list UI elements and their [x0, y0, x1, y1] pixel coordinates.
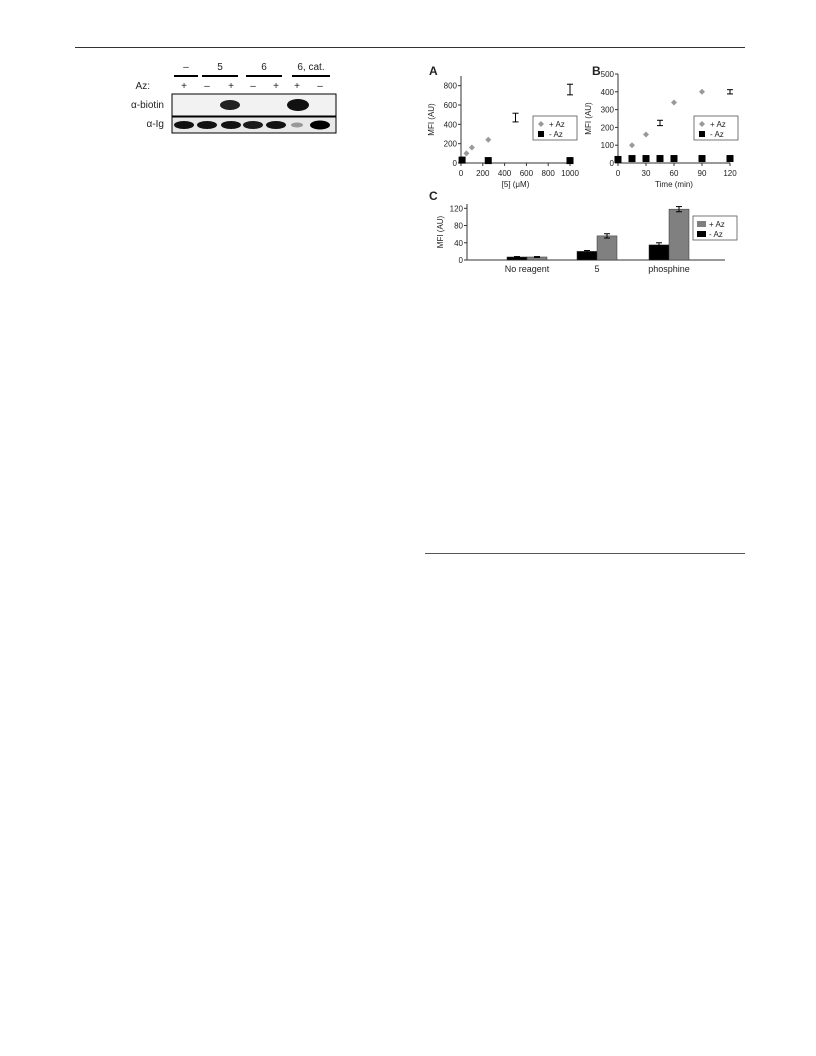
az-row-label: Az: [135, 81, 150, 92]
chart-panel-b [584, 60, 748, 189]
panel-label: C [429, 189, 438, 203]
chart-panel-c [425, 184, 745, 276]
x-tick-label: 0 [615, 169, 621, 178]
legend-label: - Az [710, 130, 724, 139]
data-point [469, 145, 475, 151]
y-axis-label: MFI (AU) [436, 215, 445, 249]
y-tick-label: 400 [443, 120, 457, 130]
blot-group-bar [174, 75, 198, 77]
data-point [671, 155, 678, 162]
y-tick-label: 0 [452, 159, 457, 168]
strip-label-ig: α-Ig [146, 119, 164, 130]
y-tick-label: 600 [443, 101, 457, 110]
blot-group-label: 6 [261, 62, 267, 73]
blot-band [221, 121, 241, 129]
chart-panel-a [425, 60, 585, 189]
blot-group-bar [292, 75, 330, 77]
blot-group-bar [202, 75, 238, 77]
data-point [727, 155, 734, 162]
blot-group-label: 5 [217, 62, 223, 73]
bar [669, 209, 689, 260]
bar [597, 236, 617, 260]
data-point [459, 157, 466, 164]
x-tick-label: 1000 [561, 169, 579, 178]
x-tick-label: 60 [669, 169, 679, 178]
y-tick-label: 800 [443, 81, 457, 91]
lane-sign: – [317, 81, 323, 92]
data-point [463, 150, 469, 156]
x-axis-label: Time (min) [655, 180, 693, 189]
blot-group-bar [246, 75, 282, 77]
legend-marker [697, 231, 706, 237]
category-label: phosphine [648, 264, 690, 274]
x-tick-label: 600 [519, 169, 534, 178]
x-tick-label: 120 [723, 169, 737, 178]
y-tick-label: 500 [600, 70, 614, 79]
data-point [629, 155, 636, 162]
blot-band [266, 121, 286, 129]
category-label: No reagent [504, 264, 550, 274]
strip-label-biotin: α-biotin [130, 100, 164, 111]
western-blot-figure [110, 58, 350, 138]
blot-band [174, 121, 194, 129]
blot-band [197, 121, 217, 129]
lane-sign: + [273, 81, 279, 92]
data-point [699, 155, 706, 162]
data-point [567, 157, 574, 164]
lane-sign: – [204, 81, 210, 92]
legend-label: - Az [709, 230, 723, 239]
x-tick-label: 200 [476, 169, 490, 178]
legend-label: + Az [710, 120, 726, 129]
header-rule [75, 47, 745, 48]
blot-lane-signs [181, 81, 323, 92]
y-tick-label: 0 [458, 256, 463, 265]
x-tick-label: 0 [458, 169, 464, 178]
blot-group-label: – [183, 62, 189, 73]
data-point [629, 142, 635, 148]
section-rule [425, 553, 745, 554]
blot-band [291, 123, 303, 128]
legend-label: + Az [709, 220, 725, 229]
blot-band [287, 99, 309, 111]
x-tick-label: 90 [697, 169, 707, 178]
data-point [643, 132, 649, 138]
blot-strip-biotin [172, 94, 336, 116]
y-tick-label: 40 [454, 238, 463, 248]
y-axis-label: MFI (AU) [584, 102, 593, 135]
y-tick-label: 0 [609, 159, 614, 168]
data-point [485, 157, 492, 164]
lane-sign: – [250, 81, 256, 92]
y-tick-label: 200 [600, 123, 614, 133]
panel-label: A [429, 64, 438, 78]
legend-marker [699, 131, 705, 137]
y-tick-label: 400 [600, 87, 614, 97]
data-point [699, 89, 705, 95]
y-tick-label: 100 [600, 141, 614, 151]
lane-sign: + [294, 81, 300, 92]
y-tick-label: 80 [454, 221, 463, 231]
blot-band [243, 121, 263, 129]
blot-band [220, 100, 240, 110]
category-label: 5 [594, 264, 600, 274]
y-tick-label: 300 [600, 105, 614, 115]
data-point [671, 99, 677, 105]
x-tick-label: 30 [641, 169, 651, 178]
blot-group-headers [174, 62, 330, 77]
blot-band [310, 121, 330, 130]
y-tick-label: 200 [443, 139, 457, 149]
data-point [643, 155, 650, 162]
legend-label: + Az [549, 120, 565, 129]
legend-marker [538, 131, 544, 137]
data-point [657, 155, 664, 162]
data-point [615, 156, 622, 163]
x-tick-label: 400 [497, 169, 512, 178]
blot-group-label: 6, cat. [297, 62, 325, 73]
x-axis-label: [5] (μM) [501, 180, 530, 189]
data-point [485, 137, 491, 143]
panel-label: B [592, 64, 601, 78]
x-tick-label: 800 [541, 169, 555, 178]
legend-label: - Az [549, 130, 563, 139]
legend-marker [697, 221, 706, 227]
y-tick-label: 120 [449, 204, 463, 214]
y-axis-label: MFI (AU) [427, 103, 436, 136]
lane-sign: + [181, 81, 187, 92]
lane-sign: + [228, 81, 234, 92]
